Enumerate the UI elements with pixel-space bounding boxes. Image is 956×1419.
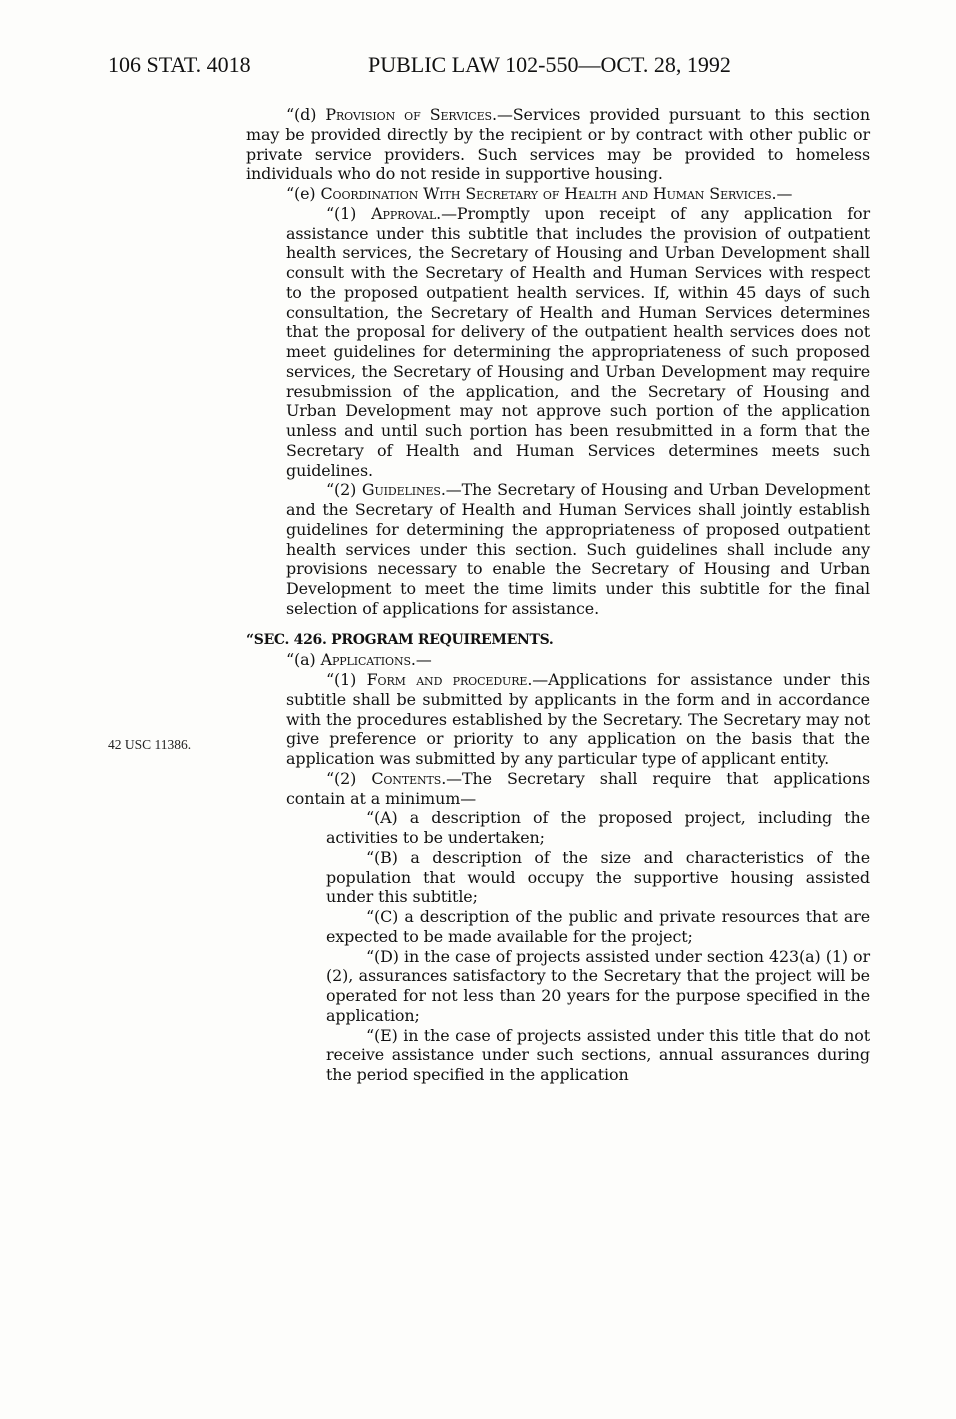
paragraph-e-2-text: —The Secretary of Housing and Urban Development and the Secretary of Health and Human Services shall jointly establish guidelines for determining the appropriateness of proposed outpatient health services under this section. Such guidelines shall include any provisions necessary to enable the Secretary of Housing and Urban Development to meet the time limits under this subtitle for the final selection of applications for assistance. [286,480,870,618]
paragraph-e [246,184,870,204]
paragraph-a-1-number: “(1) [326,670,367,689]
paragraph-e-1-text: —Promptly upon receipt of any application for assistance under this subtitle that includes the provision of outpatient health services, the Secretary of Housing and Urban Development shall consult with the Secretary of Health and Human Services with respect to the proposed outpatient health services. If, within 45 days of such consultation, the Secretary of Health and Human Services determines that the proposal for delivery of the outpatient health services does not meet guidelines for determining the appropriateness of such proposed services, the Secretary of Housing and Urban Development may require resubmission of the application, and the Secretary of Housing and Urban Development may not approve such portion of the application unless and until such portion has been resubmitted in a form that the Secretary of Health and Human Services determines meets such guidelines. [286,203,870,480]
paragraph-d-number: “(d) [286,105,326,124]
subparagraph-A: “(A) a description of the proposed project, including the activities to be undertaken; [326,808,870,847]
paragraph-d-heading: Provision of Services. [325,105,497,124]
paragraph-e-2-number: “(2) [326,480,362,500]
section-heading: “SEC. 426. PROGRAM REQUIREMENTS. [246,631,554,648]
paragraph-a-heading: Applications. [320,650,416,670]
paragraph-d [246,105,870,184]
paragraph-a-number: “(a) [286,650,321,670]
subparagraph-D: “(D) in the case of projects assisted under section 423(a) (1) or (2), assurances satisfactory to the Secretary that the project will be operated for not less than 20 years for the purpose specified in the application; [326,946,870,1025]
paragraph-e-2-heading: Guidelines. [361,480,446,500]
subparagraph-E: “(E) in the case of projects assisted under this title that do not receive assistance under such sections, annual assurances during the period specified in the application [326,1025,870,1084]
paragraph-a-1-heading: Form and procedure. [366,670,533,689]
subparagraph-B: “(B) a description of the size and characteristics of the population that would occupy the supportive housing assisted under this subtitle; [326,847,870,907]
paragraph-a-2-heading: Contents. [371,768,447,788]
paragraph-a-2 [246,769,870,809]
paragraph-a-2-text: —The Secretary shall require that applications contain at a minimum— [286,768,871,808]
statute-page-reference: 106 STAT. 4018 [108,52,251,77]
margin-citation: 42 USC 11386. [108,737,192,752]
paragraph-e-text: — [776,184,793,203]
subparagraph-C: “(C) a description of the public and private resources that are expected to be made available for the project; [326,907,870,946]
paragraph-e-2 [246,480,870,618]
paragraph-a-1 [246,670,870,769]
paragraph-a-text: — [415,650,432,670]
paragraph-a-1-text: —Applications for assistance under this subtitle shall be submitted by applicants in the form and in accordance with the procedures established by the Secretary. The Secretary may not give preference or priority to any application on the basis that the application was submitted by any particular type of applicant entity. [286,670,870,768]
public-law-title: PUBLIC LAW 102-550—OCT. 28, 1992 [368,52,731,77]
paragraph-a-2-number: “(2) [326,768,372,788]
paragraph-e-1-heading: Approval. [371,203,442,223]
paragraph-d-text: —Services provided pursuant to this section may be provided directly by the recipient or by contract with other public or private service providers. Such services may be provided to homeless individuals who do not reside in supportive housing. [246,105,871,184]
paragraph-a [246,650,870,670]
paragraph-e-1 [246,204,870,481]
paragraph-e-1-number: “(1) [326,203,372,223]
paragraph-e-number: “(e) [286,184,321,203]
paragraph-e-heading: Coordination With Secretary of Health and Human Services. [320,184,777,203]
document-body [246,105,870,1085]
